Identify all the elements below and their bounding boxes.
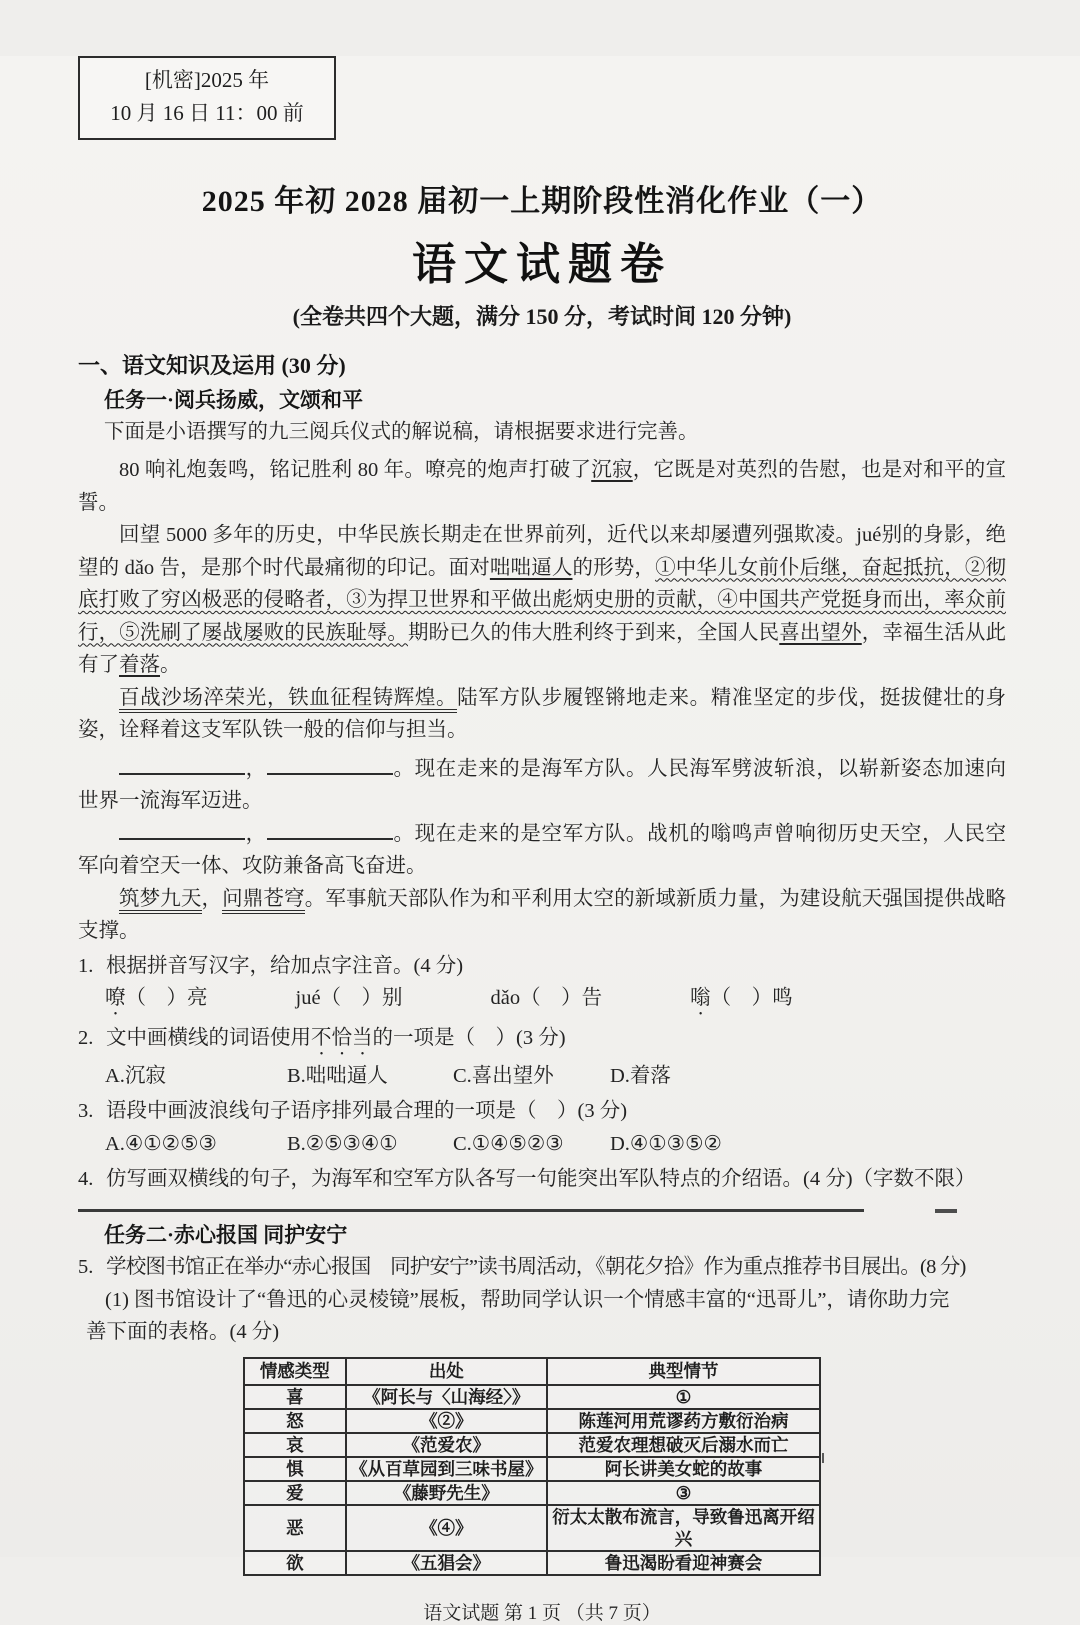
question-2-options bbox=[105, 1060, 1006, 1093]
emotion-table-body bbox=[244, 1385, 820, 1575]
text-segment: ①中华儿女前仆后继，奋起抵抗，②彻底打败了穷凶极恶的侵略者，③为捍卫世界和平做出彪炳史册的贡献，④中国共产党挺身而出，率众前行，⑤洗刷了屡战屡败的民族耻辱。 bbox=[78, 556, 1007, 644]
table-row bbox=[244, 1481, 820, 1505]
table-cell: ① bbox=[547, 1385, 820, 1409]
question-5-number: 5. bbox=[78, 1256, 94, 1278]
text-segment: ，幸福生活从此有了 bbox=[78, 621, 1006, 676]
table-cell: 《藤野先生》 bbox=[346, 1481, 547, 1505]
text-segment: ， bbox=[245, 757, 267, 780]
text-segment: 嘹 bbox=[105, 987, 126, 1009]
table-cell: 恶 bbox=[244, 1505, 346, 1551]
passage-lead: 下面是小语撰写的九三阅兵仪式的解说稿，请根据要求进行完善。 bbox=[104, 421, 699, 443]
text-segment: 的形势， bbox=[572, 556, 656, 579]
table-row bbox=[244, 1433, 820, 1457]
text-segment: 百战沙场淬荣光，铁血征程铸辉煌。 bbox=[119, 687, 457, 713]
text-segment: 不恰当 bbox=[311, 1027, 373, 1049]
table-cell: 陈莲河用荒谬药方敷衍治病 bbox=[547, 1409, 820, 1433]
text-segment bbox=[602, 1003, 690, 1004]
table-cell: 范爱农理想破灭后溺水而亡 bbox=[547, 1433, 820, 1457]
question-3-options bbox=[105, 1128, 1006, 1161]
text-segment: ，它既是对英烈的告慰，也是对和平的宣誓。 bbox=[78, 459, 1007, 514]
confidential-stamp-box bbox=[78, 56, 336, 140]
question-2 bbox=[78, 1022, 1006, 1060]
question-2-number: 2. bbox=[78, 1027, 94, 1049]
text-segment: ， bbox=[245, 822, 267, 845]
question-2-option-a: A.沉寂 bbox=[105, 1065, 166, 1087]
text-segment: 80 响礼炮轰鸣，铭记胜利 80 年。嘹亮的炮声打破了 bbox=[119, 459, 592, 481]
question-2-text bbox=[106, 1022, 1006, 1060]
question-1-number: 1. bbox=[78, 954, 94, 977]
text-segment: 咄咄逼人 bbox=[489, 556, 573, 579]
question-3-text: 语段中画波浪线句子语序排列最合理的一项是（ ）(3 分) bbox=[106, 1100, 628, 1122]
text-segment: 喜出望外 bbox=[779, 621, 862, 644]
question-4-number: 4. bbox=[78, 1167, 94, 1190]
emotion-table-header-row bbox=[244, 1358, 820, 1385]
text-segment: 沉寂 bbox=[591, 459, 633, 481]
question-1 bbox=[78, 950, 1006, 983]
passage-paragraph-1 bbox=[78, 454, 1006, 519]
text-segment bbox=[267, 821, 393, 840]
text-segment: 嗡 bbox=[690, 987, 711, 1009]
stamp-line-1: [机密]2025 年 bbox=[144, 68, 270, 92]
question-1-pinyin-items bbox=[105, 982, 1006, 1020]
table-row bbox=[244, 1409, 820, 1433]
divider-line bbox=[78, 1209, 864, 1212]
text-segment: 着落 bbox=[119, 654, 160, 676]
text-segment: 。 bbox=[160, 654, 181, 676]
exam-paper-page bbox=[0, 56, 1080, 1624]
question-5-sub-2: 善下面的表格。(4 分) bbox=[86, 1321, 280, 1343]
text-segment bbox=[119, 821, 245, 840]
text-segment: dǎo（ ）告 bbox=[490, 987, 603, 1009]
text-segment: 筑梦九天 bbox=[119, 888, 202, 914]
question-3-number: 3. bbox=[78, 1100, 94, 1122]
text-segment bbox=[208, 1003, 296, 1004]
question-1-text: 根据拼音写汉字，给加点字注音。(4 分) bbox=[106, 954, 464, 977]
emotion-table-header-type: 情感类型 bbox=[244, 1358, 346, 1385]
table-cell: 《②》 bbox=[346, 1409, 547, 1433]
question-3-option-c: C.①④⑤②③ bbox=[453, 1132, 564, 1155]
question-5 bbox=[78, 1251, 1006, 1284]
table-row bbox=[244, 1457, 820, 1481]
table-cell: 《五猖会》 bbox=[346, 1551, 547, 1575]
exam-session-title: 2025 年初 2028 届初一上期阶段性消化作业（一） bbox=[201, 185, 883, 218]
text-segment: 。现在走来的是空军方队。战机的嗡鸣声曾响彻历史天空，人民空军向着空天一体、攻防兼备高飞奋进。 bbox=[78, 822, 1007, 877]
passage-paragraph-4 bbox=[78, 753, 1006, 818]
passage-paragraph-2 bbox=[78, 519, 1006, 682]
table-cell: 《④》 bbox=[346, 1505, 547, 1551]
text-segment: 问鼎苍穹 bbox=[222, 888, 305, 914]
footer-page-number: 语文试题 第 1 页 （共 7 页） bbox=[423, 1602, 661, 1624]
table-cell: 爱 bbox=[244, 1481, 346, 1505]
table-cell: 衍太太散布流言，导致鲁迅离开绍兴 bbox=[547, 1505, 820, 1551]
table-cell: 喜 bbox=[244, 1385, 346, 1409]
task-1-heading: 任务一·阅兵扬威，文颂和平 bbox=[104, 388, 364, 412]
emotion-table bbox=[243, 1357, 821, 1576]
table-cell: 《范爱农》 bbox=[346, 1433, 547, 1457]
table-cell: 《阿长与〈山海经〉》 bbox=[346, 1385, 547, 1409]
question-2-option-d: D.着落 bbox=[610, 1065, 671, 1087]
paper-meta: (全卷共四个大题，满分 150 分，考试时间 120 分钟) bbox=[292, 304, 792, 329]
table-cell: 《从百草园到三味书屋》 bbox=[346, 1457, 547, 1481]
table-cell: 阿长讲美女蛇的故事 bbox=[547, 1457, 820, 1481]
table-cell: ③ bbox=[547, 1481, 820, 1505]
text-segment: 。现在走来的是海军方队。人民海军劈波斩浪，以崭新姿态加速向世界一流海军迈进。 bbox=[78, 757, 1007, 812]
question-2-option-b: B.咄咄逼人 bbox=[287, 1065, 388, 1087]
emotion-table-header-source: 出处 bbox=[346, 1358, 547, 1385]
passage-paragraph-3 bbox=[78, 682, 1006, 747]
text-segment: 期盼已久的伟大胜利终于到来，全国人民 bbox=[408, 621, 780, 644]
text-segment: （ ）亮 bbox=[125, 987, 208, 1009]
question-4-text: 仿写画双横线的句子，为海军和空军方队各写一句能突出军队特点的介绍语。(4 分)（字数不限） bbox=[106, 1167, 976, 1190]
question-3-option-d: D.④①③⑤② bbox=[610, 1132, 722, 1155]
question-2-option-c: C.喜出望外 bbox=[453, 1065, 554, 1087]
question-3-option-b: B.②⑤③④① bbox=[287, 1132, 398, 1155]
text-segment: 的一项是（ ）(3 分) bbox=[372, 1027, 566, 1049]
stamp-line-2: 10 月 16 日 11：00 前 bbox=[110, 101, 304, 125]
text-segment: 文中画横线的词语使用 bbox=[106, 1027, 311, 1049]
section-1-heading: 一、语文知识及运用 (30 分) bbox=[78, 353, 346, 378]
table-cell: 怒 bbox=[244, 1409, 346, 1433]
text-segment bbox=[403, 1003, 491, 1004]
text-segment bbox=[119, 756, 245, 775]
text-segment: 。军事航天部队作为和平利用太空的新域新质力量，为建设航天强国提供战略支撑。 bbox=[78, 887, 1007, 942]
question-5-sub-1: (1) 图书馆设计了“鲁迅的心灵棱镜”展板，帮助同学认识一个情感丰富的“迅哥儿”，请你助力完 bbox=[105, 1288, 950, 1311]
task-2-heading: 任务二·赤心报国 同护安宁 bbox=[104, 1223, 348, 1247]
question-4 bbox=[78, 1163, 1006, 1196]
question-3-option-a: A.④①②⑤③ bbox=[105, 1132, 217, 1155]
emotion-table-header-plot: 典型情节 bbox=[547, 1358, 820, 1385]
question-5-text: 学校图书馆正在举办“赤心报国 同护安宁”读书周活动，《朝花夕拾》作为重点推荐书目展出。(8 分) bbox=[106, 1256, 966, 1278]
section-divider bbox=[78, 1209, 1006, 1215]
table-cell: 哀 bbox=[244, 1433, 346, 1457]
table-cell: 欲 bbox=[244, 1551, 346, 1575]
table-cell: 鲁迅渴盼看迎神赛会 bbox=[547, 1551, 820, 1575]
passage-paragraph-6 bbox=[78, 883, 1006, 948]
table-cell: 惧 bbox=[244, 1457, 346, 1481]
text-segment: jué（ ）别 bbox=[295, 987, 403, 1009]
stray-tick-mark bbox=[822, 1453, 824, 1463]
text-segment: 回望 5000 多年的历史，中华民族长期走在世界前列，近代以来却屡遭列强欺凌。jué别的身影，绝望的 dǎo 告，是那个时代最痛彻的印记。面对 bbox=[78, 524, 1006, 579]
table-row bbox=[244, 1505, 820, 1551]
text-segment: 陆军方队步履铿锵地走来。精准坚定的步伐，挺拔健壮的身姿，诠释着这支军队铁一般的信仰与担当。 bbox=[78, 686, 1007, 741]
table-row bbox=[244, 1385, 820, 1409]
passage-paragraph-5 bbox=[78, 818, 1006, 883]
text-segment bbox=[267, 756, 393, 775]
stray-dash-mark bbox=[935, 1209, 957, 1213]
question-3 bbox=[78, 1095, 1006, 1128]
text-segment: ， bbox=[201, 887, 223, 910]
paper-title: 语文试题卷 bbox=[412, 240, 672, 289]
text-segment: （ ）鸣 bbox=[710, 987, 793, 1009]
table-row bbox=[244, 1551, 820, 1575]
